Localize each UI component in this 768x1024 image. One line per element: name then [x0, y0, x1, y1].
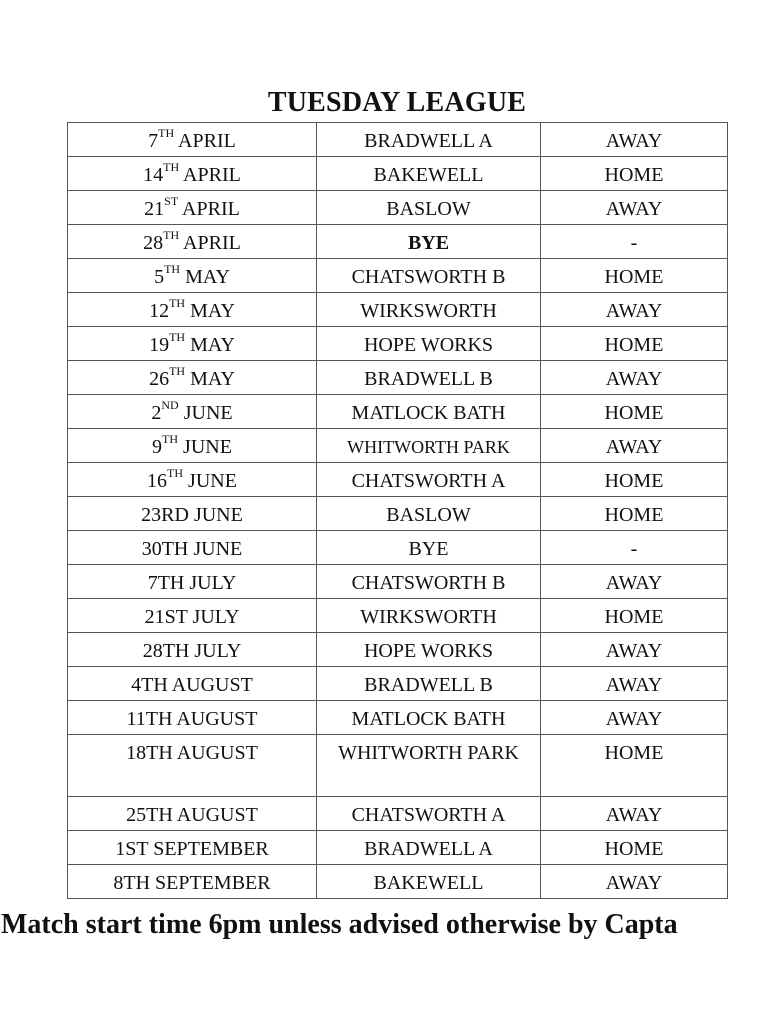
fixture-opponent: BASLOW: [317, 497, 541, 531]
fixture-row: [68, 157, 728, 191]
fixture-opponent: BAKEWELL: [317, 157, 541, 191]
fixture-date: [68, 831, 317, 865]
fixture-date-suffix: ND: [161, 398, 179, 413]
fixture-venue: AWAY: [541, 123, 728, 157]
fixture-date: [68, 497, 317, 531]
fixture-opponent: BRADWELL B: [317, 667, 541, 701]
fixture-venue: AWAY: [541, 565, 728, 599]
fixture-date: [68, 531, 317, 565]
fixture-date-day: 11TH AUGUST: [126, 708, 258, 730]
fixture-venue: AWAY: [541, 797, 728, 831]
fixtures-table-body: [68, 123, 728, 899]
fixture-date-suffix: TH: [158, 126, 175, 141]
fixture-date-suffix: TH: [162, 432, 179, 447]
fixture-date-suffix: TH: [169, 364, 186, 379]
fixture-row: [68, 531, 728, 565]
match-start-note: Match start time 6pm unless advised otherwise by Capta: [1, 909, 678, 940]
fixture-date-day: 7TH JULY: [147, 572, 237, 594]
fixture-venue: AWAY: [541, 701, 728, 735]
fixture-date-day: 2: [151, 402, 162, 424]
fixture-date: [68, 701, 317, 735]
fixture-opponent: BASLOW: [317, 191, 541, 225]
fixture-opponent: CHATSWORTH B: [317, 259, 541, 293]
fixture-date-day: 28TH JULY: [142, 640, 242, 662]
fixture-date-month: JUNE: [178, 436, 232, 458]
fixture-row: [68, 497, 728, 531]
fixture-date: [68, 565, 317, 599]
fixture-date: [68, 225, 317, 259]
fixture-date-day: 28: [143, 232, 164, 254]
fixture-date-day: 8TH SEPTEMBER: [113, 872, 271, 894]
fixture-date-suffix: ST: [164, 194, 179, 209]
fixture-date-day: 25TH AUGUST: [126, 804, 258, 826]
fixture-row: [68, 395, 728, 429]
fixture-date-month: APRIL: [174, 130, 236, 152]
fixture-date-month: APRIL: [178, 198, 240, 220]
fixture-opponent: WIRKSWORTH: [317, 599, 541, 633]
fixtures-table: [67, 122, 728, 899]
fixture-date-day: 18TH AUGUST: [126, 742, 258, 764]
fixture-date: [68, 157, 317, 191]
fixture-row: [68, 831, 728, 865]
fixture-venue: HOME: [541, 463, 728, 497]
fixture-date: [68, 797, 317, 831]
fixture-date: [68, 599, 317, 633]
fixture-date-month: APRIL: [179, 164, 241, 186]
fixture-opponent: WIRKSWORTH: [317, 293, 541, 327]
fixture-venue: AWAY: [541, 865, 728, 899]
fixture-venue: HOME: [541, 395, 728, 429]
fixture-venue: AWAY: [541, 429, 728, 463]
page-title: TUESDAY LEAGUE: [267, 87, 527, 118]
fixture-row: [68, 191, 728, 225]
fixture-venue: HOME: [541, 599, 728, 633]
fixture-row: [68, 327, 728, 361]
fixture-date: [68, 395, 317, 429]
fixture-opponent: MATLOCK BATH: [317, 395, 541, 429]
fixture-date-day: 5: [154, 266, 165, 288]
fixture-date-month: MAY: [185, 368, 235, 390]
fixture-venue: HOME: [541, 327, 728, 361]
fixture-row: [68, 599, 728, 633]
fixture-row: [68, 701, 728, 735]
fixture-date-suffix: TH: [167, 466, 184, 481]
fixture-venue: HOME: [541, 735, 728, 797]
fixture-opponent: BAKEWELL: [317, 865, 541, 899]
fixture-date: [68, 293, 317, 327]
fixture-venue: HOME: [541, 497, 728, 531]
fixture-row: [68, 865, 728, 899]
fixture-opponent: BYE: [317, 531, 541, 565]
fixture-date-day: 23RD JUNE: [141, 504, 243, 526]
fixture-date: [68, 667, 317, 701]
fixture-date: [68, 123, 317, 157]
fixture-date-day: 19: [149, 334, 170, 356]
fixture-row: [68, 735, 728, 797]
fixture-date-suffix: TH: [164, 262, 181, 277]
fixture-date: [68, 633, 317, 667]
fixture-date-suffix: TH: [163, 160, 180, 175]
fixture-opponent: BRADWELL A: [317, 831, 541, 865]
fixture-venue: AWAY: [541, 293, 728, 327]
fixture-date-day: 4TH AUGUST: [131, 674, 253, 696]
fixture-row: [68, 797, 728, 831]
fixture-row: [68, 565, 728, 599]
fixture-date-month: JUNE: [178, 402, 233, 424]
fixture-opponent: HOPE WORKS: [317, 327, 541, 361]
fixture-venue: AWAY: [541, 633, 728, 667]
fixture-date-day: 1ST SEPTEMBER: [115, 838, 269, 860]
fixture-date: [68, 191, 317, 225]
fixture-opponent: WHITWORTH PARK: [317, 429, 541, 463]
fixture-opponent: CHATSWORTH A: [317, 463, 541, 497]
fixture-date-day: 9: [152, 436, 163, 458]
fixture-opponent: CHATSWORTH B: [317, 565, 541, 599]
fixture-date-day: 16: [147, 470, 168, 492]
fixture-row: [68, 633, 728, 667]
fixture-date-suffix: TH: [163, 228, 180, 243]
fixture-opponent: BYE: [317, 225, 541, 259]
fixture-opponent: WHITWORTH PARK: [317, 735, 541, 797]
fixture-opponent: HOPE WORKS: [317, 633, 541, 667]
fixture-opponent: CHATSWORTH A: [317, 797, 541, 831]
fixture-date-month: MAY: [185, 334, 235, 356]
fixture-date-suffix: TH: [169, 296, 186, 311]
fixture-opponent: BRADWELL B: [317, 361, 541, 395]
fixture-date-day: 7: [148, 130, 159, 152]
fixture-row: [68, 361, 728, 395]
fixture-opponent: BRADWELL A: [317, 123, 541, 157]
fixture-row: [68, 429, 728, 463]
fixture-date: [68, 259, 317, 293]
fixture-date-day: 12: [149, 300, 170, 322]
fixture-date: [68, 865, 317, 899]
fixture-date-day: 21ST JULY: [144, 606, 240, 628]
fixture-date-month: JUNE: [183, 470, 237, 492]
fixture-venue: HOME: [541, 259, 728, 293]
fixture-date-day: 30TH JUNE: [141, 538, 243, 560]
fixture-date-day: 21: [144, 198, 165, 220]
fixture-venue: AWAY: [541, 361, 728, 395]
fixture-date: [68, 429, 317, 463]
fixture-date-suffix: TH: [169, 330, 186, 345]
fixture-row: [68, 123, 728, 157]
fixture-date-month: MAY: [185, 300, 235, 322]
fixture-row: [68, 463, 728, 497]
fixture-date: [68, 463, 317, 497]
fixture-date-day: 14: [143, 164, 164, 186]
fixture-opponent: MATLOCK BATH: [317, 701, 541, 735]
fixture-row: [68, 293, 728, 327]
fixture-row: [68, 259, 728, 293]
fixture-venue: -: [541, 531, 728, 565]
fixture-row: [68, 667, 728, 701]
fixture-venue: HOME: [541, 157, 728, 191]
fixture-venue: -: [541, 225, 728, 259]
fixture-date-day: 26: [149, 368, 170, 390]
fixture-venue: AWAY: [541, 667, 728, 701]
fixture-venue: HOME: [541, 831, 728, 865]
fixture-date: [68, 735, 317, 797]
fixture-date: [68, 327, 317, 361]
fixture-date: [68, 361, 317, 395]
fixture-venue: AWAY: [541, 191, 728, 225]
fixture-row: [68, 225, 728, 259]
fixture-date-month: APRIL: [179, 232, 241, 254]
fixture-date-month: MAY: [180, 266, 230, 288]
